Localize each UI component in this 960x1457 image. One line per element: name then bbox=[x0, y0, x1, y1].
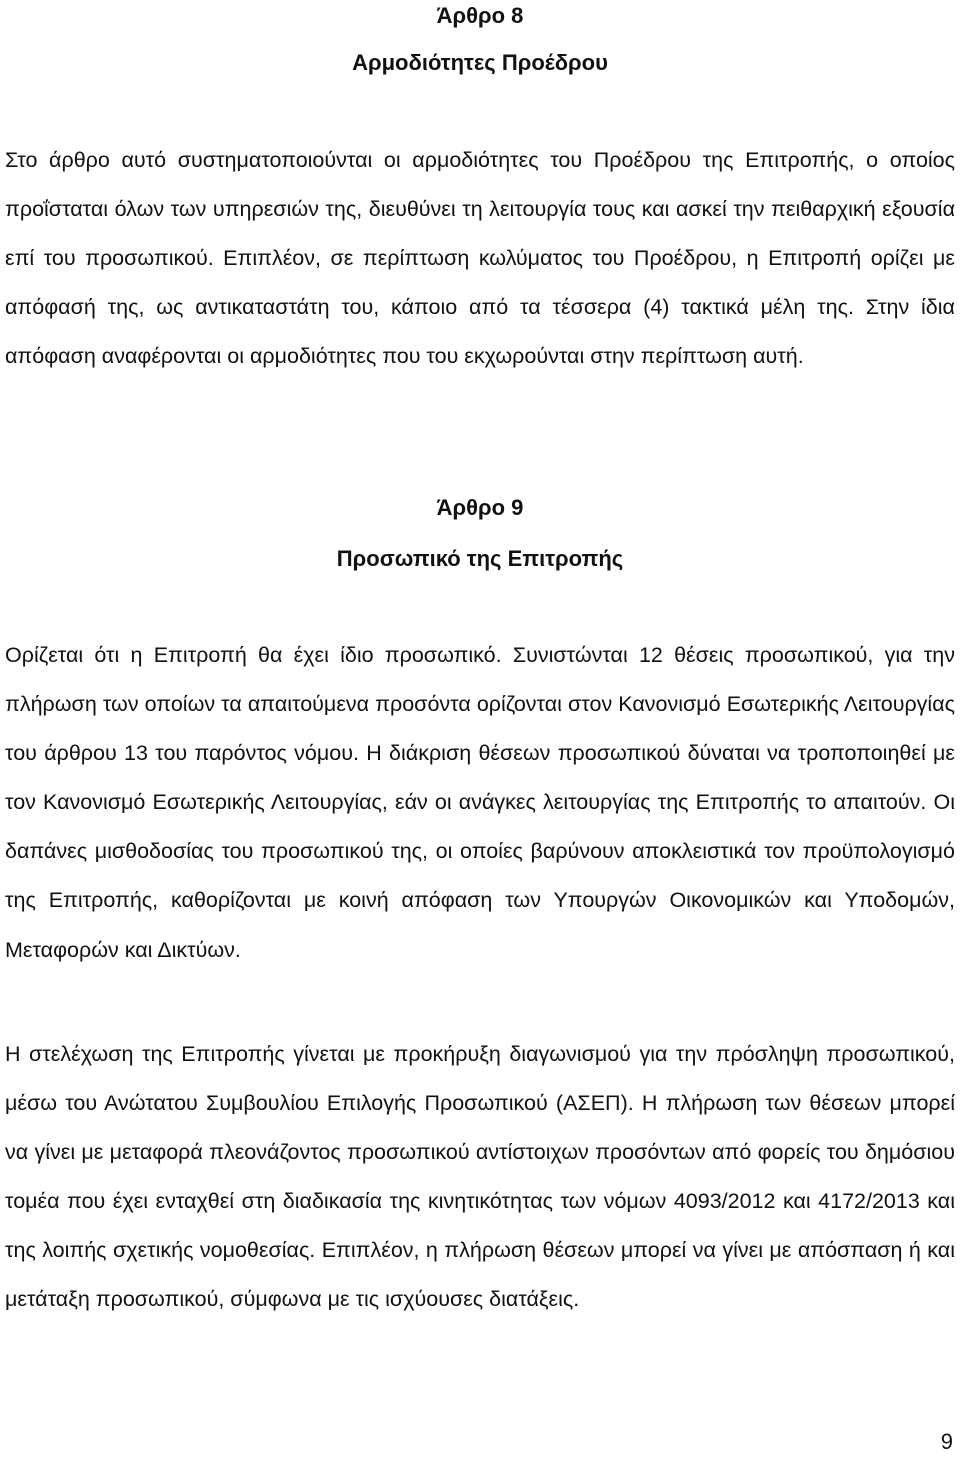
article-8-paragraph: Στο άρθρο αυτό συστηματοποιούνται οι αρμοδιότητες του Προέδρου της Επιτροπής, ο οποίος προΐσταται όλων των υπηρεσιών της, διευθύνει τη λειτουργία τους και ασκεί την πειθαρχική εξουσία επί του προσωπικού. Επιπλέον, σε περίπτωση κωλύματος του Προέδρου, η Επιτροπή ορίζει με απόφασή της, ως αντικαταστάτη του, κάποιο από τα τέσσερα (4) τακτικά μέλη της. Στην ίδια απόφαση αναφέρονται οι αρμοδιότητες που του εκχωρούνται στην περίπτωση αυτή. bbox=[5, 148, 955, 369]
article-8-title: Αρμοδιότητες Προέδρου bbox=[352, 50, 608, 75]
article-9-paragraph-1: Ορίζεται ότι η Επιτροπή θα έχει ίδιο προσωπικό. Συνιστώνται 12 θέσεις προσωπικού, για την πλήρωση των οποίων τα απαιτούμενα προσόντα ορίζονται στον Κανονισμό Εσωτερικής Λειτουργίας του άρθρου 13 του παρόντος νόμου. Η διάκριση θέσεων προσωπικού δύναται να τροποποιηθεί με τον Κανονισμό Εσωτερικής Λειτουργίας, εάν οι ανάγκες λειτουργίας της Επιτροπής το απαιτούν. Οι δαπάνες μισθοδοσίας του προσωπικού της, οι οποίες βαρύνουν αποκλειστικά τον προϋπολογισμό της Επιτροπής, καθορίζονται με κοινή απόφαση των Υπουργών Οικονομικών και Υποδομών, Μεταφορών και Δικτύων. bbox=[5, 643, 955, 962]
article-9-paragraph-2: Η στελέχωση της Επιτροπής γίνεται με προκήρυξη διαγωνισμού για την πρόσληψη προσωπικού, μέσω του Ανώτατου Συμβουλίου Επιλογής Προσωπικού (ΑΣΕΠ). Η πλήρωση των θέσεων μπορεί να γίνει με μεταφορά πλεονάζοντος προσωπικού αντίστοιχων προσόντων από φορείς του δημόσιου τομέα που έχει ενταχθεί στη διαδικασία της κινητικότητας των νόμων 4093/2012 και 4172/2013 και της λοιπής σχετικής νομοθεσίας. Επιπλέον, η πλήρωση θέσεων μπορεί να γίνει με απόσπαση ή και μετάταξη προσωπικού, σύμφωνα με τις ισχύουσες διατάξεις. bbox=[5, 1042, 955, 1312]
article-9-number: Άρθρο 9 bbox=[436, 495, 524, 520]
page-number: 9 bbox=[940, 1429, 953, 1454]
article-9-title: Προσωπικό της Επιτροπής bbox=[336, 546, 624, 571]
article-8-number: Άρθρο 8 bbox=[436, 3, 524, 28]
